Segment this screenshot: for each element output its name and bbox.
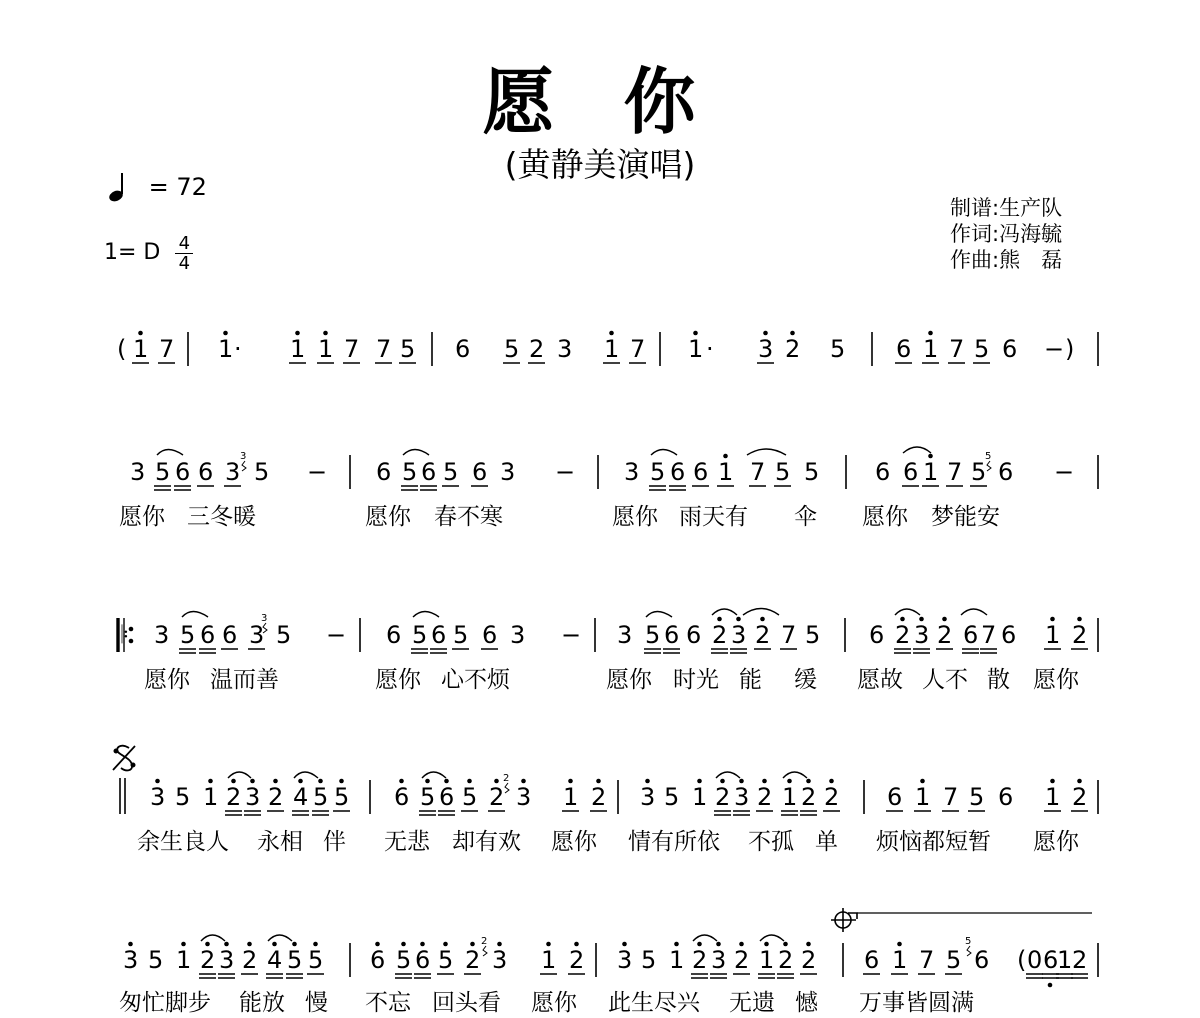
octave-dot [313,942,318,947]
note: 1 [718,458,734,486]
note: 1 [290,335,306,363]
note: 5 [334,783,350,811]
note: 2 [895,621,911,649]
note: 6 [370,946,386,974]
note: 3 [492,946,508,974]
lyric: 人不 [922,667,968,693]
octave-dot [339,779,344,784]
score-line-chorus-1 [117,617,1088,693]
octave-dot [401,942,406,947]
note: 3 [557,335,573,363]
note: 2 [937,621,953,649]
note: 1 [176,946,192,974]
octave-dot [273,779,278,784]
note: 6 [1001,621,1017,649]
note: 6 [693,458,709,486]
lyric: 愿你 [862,504,908,530]
lyric: 情有所依 [628,829,720,855]
note: − [307,458,328,486]
lyric: 缓 [794,667,817,693]
note: 1 [688,335,704,363]
octave-dot [1048,983,1053,988]
lyric: 愿你 [612,504,658,530]
note: 6 [455,335,471,363]
note: 1 [759,946,775,974]
note: 5 [969,783,985,811]
octave-dot [399,779,404,784]
note: 1 [669,946,685,974]
note: 7 [981,621,997,649]
note: 2 [1072,783,1088,811]
barlines [120,332,1098,977]
note: 𝄆 [117,621,129,649]
note: 1 [923,335,939,363]
time-numerator: 4 [178,233,191,254]
lyric: 慢 [305,990,328,1016]
octave-dot [467,779,472,784]
note: 5 [254,458,270,486]
note: 5 [645,621,661,649]
note: 3 [225,458,241,486]
lyric: 匆忙脚步 [119,990,211,1016]
lyric: 愿你 [531,990,577,1016]
octave-dot [247,942,252,947]
octave-dot [494,779,499,784]
note: 1 [1045,783,1061,811]
note: 3 [249,621,265,649]
note: 6 [200,621,216,649]
note: 6 [482,621,498,649]
note: 6 [869,621,885,649]
octave-dot [1050,779,1055,784]
note: · [234,335,242,363]
octave-dot [181,942,186,947]
octave-dot [155,779,160,784]
note: 5 [462,783,478,811]
performer-subtitle: (黄静美演唱) [504,145,696,184]
note: 6 [1043,946,1059,974]
note: 5 [396,946,412,974]
note: 3 [640,783,656,811]
note: 2 [226,783,242,811]
octave-dot [760,617,765,622]
octave-dot [425,779,430,784]
octave-dot [928,331,933,336]
octave-dot [762,779,767,784]
note: 5 [946,946,962,974]
note: 1 [541,946,557,974]
note: 2 [692,946,708,974]
note: 7 [781,621,797,649]
music-credit-label: 作曲: [950,248,1000,272]
note: 6 [963,621,979,649]
lyric: 心不烦 [441,667,510,693]
lyric: 愿你 [1033,829,1079,855]
note: 5 [287,946,303,974]
octave-dot [444,779,449,784]
octave-dot [674,942,679,947]
octave-dot [622,942,627,947]
octave-dot [897,942,902,947]
octave-dot [574,942,579,947]
lyric: 单 [815,829,838,855]
octave-dot [763,331,768,336]
note: 2 [268,783,284,811]
note: 3 [510,621,526,649]
lyric: 伴 [323,829,346,855]
note: 5 [650,458,666,486]
octave-dot [420,942,425,947]
svg-text:3: 3 [261,613,268,624]
note: 2 [489,783,505,811]
lyric: 却有欢 [452,829,521,855]
note: 5 [804,458,820,486]
note: 2 [734,946,750,974]
note: 5 [443,458,459,486]
note: 1 [1045,621,1061,649]
octave-dot [928,454,933,459]
note: 1 [923,458,939,486]
note: 6 [198,458,214,486]
lyric: 愿你 [551,829,597,855]
note: 2 [1072,621,1088,649]
note: 3 [219,946,235,974]
note: 2 [465,946,481,974]
note: 2 [801,946,817,974]
octave-dot [138,331,143,336]
note: 1 [133,335,149,363]
note: ( [117,335,127,363]
note: 5 [438,946,454,974]
octave-dot [224,942,229,947]
lyric: 能 [739,667,762,693]
octave-dot [443,942,448,947]
octave-dot [470,942,475,947]
octave-dot [497,942,502,947]
segno-icon [113,746,135,771]
note: 6 [664,621,680,649]
note: 7 [750,458,766,486]
octave-dot [739,942,744,947]
octave-dot [919,617,924,622]
octave-dot [231,779,236,784]
octave-dot [609,331,614,336]
note: 5 [775,458,791,486]
octave-dot [295,331,300,336]
octave-dot [1077,617,1082,622]
key-text: 1= D [104,240,161,265]
lyric: 余生良人 [137,829,229,855]
note: 5 [805,621,821,649]
note: 6 [175,458,191,486]
note: 3 [130,458,146,486]
note: 6 [431,621,447,649]
octave-dot [272,942,277,947]
octave-dot [920,779,925,784]
note: 3 [758,335,774,363]
lyric: 烦恼都短暂 [876,829,991,855]
note: 1 [892,946,908,974]
note: 6 [222,621,238,649]
lyric: 时光 [673,667,719,693]
note: 5 [276,621,292,649]
note: 5 [971,458,987,486]
note: 3 [245,783,261,811]
note: 6 [386,621,402,649]
lyric: 愿你 [119,504,165,530]
note: 5 [830,335,846,363]
lyric: 能放 [239,990,285,1016]
note: 7 [159,335,175,363]
note: 6 [998,458,1014,486]
note: 2 [755,621,771,649]
note: 6 [974,946,990,974]
octave-dot [764,942,769,947]
note: · [706,335,714,363]
octave-dot [697,942,702,947]
lyric: 此生尽兴 [608,990,700,1016]
note: 2 [785,335,801,363]
note: 3 [734,783,750,811]
lyric: 愿你 [606,667,652,693]
note: 5 [664,783,680,811]
note: 5 [974,335,990,363]
note: ) [1065,335,1075,363]
note: 6 [472,458,488,486]
octave-dot [546,942,551,947]
note: 1 [563,783,579,811]
octave-dot [697,779,702,784]
note: 6 [394,783,410,811]
note: 5 [148,946,164,974]
note: 6 [887,783,903,811]
note: 3 [150,783,166,811]
note: 3 [731,621,747,649]
note: 5 [313,783,329,811]
note: 6 [376,458,392,486]
note: 6 [1002,335,1018,363]
octave-dot [717,617,722,622]
svg-text:2: 2 [481,936,488,947]
octave-dot [375,942,380,947]
octave-dot [568,779,573,784]
score-line-intro [117,331,1074,363]
note: − [1054,458,1075,486]
note: 1 [1057,946,1073,974]
note: 3 [914,621,930,649]
lyric: 万事皆圆满 [859,990,974,1016]
note: 1 [604,335,620,363]
lyrics-credit-value: 冯海毓 [999,222,1063,246]
octave-dot [128,942,133,947]
note: 2 [529,335,545,363]
lyric: 愿你 [1033,667,1079,693]
tempo-value: = 72 [148,173,207,201]
score-line-verse-1 [119,454,1074,530]
octave-dot [787,779,792,784]
octave-dot [205,942,210,947]
song-title: 愿 你 [482,60,718,144]
octave-dot [783,942,788,947]
octave-dot [739,779,744,784]
octave-dot [1077,779,1082,784]
score-line-chorus-3 [119,942,1088,1016]
note: 5 [400,335,416,363]
note: − [1044,335,1065,363]
note: 5 [180,621,196,649]
octave-dot [790,331,795,336]
lyric: 无遗 [729,990,775,1016]
lyric: 愿你 [375,667,421,693]
lyric: 永相 [257,829,303,855]
note: 5 [402,458,418,486]
octave-dot [806,779,811,784]
note: 1 [318,335,334,363]
note: 6 [439,783,455,811]
score-line-chorus-2 [137,779,1088,855]
note: 5 [175,783,191,811]
music-credit-value: 熊 磊 [999,248,1063,272]
note: 3 [617,946,633,974]
note: 1 [692,783,708,811]
lyric: 不孤 [748,829,794,855]
octave-dot [250,779,255,784]
octave-dot [900,617,905,622]
note: 2 [712,621,728,649]
note: 7 [919,946,935,974]
octave-dot [318,779,323,784]
note: 2 [757,783,773,811]
lyric: 愿你 [365,504,411,530]
octave-dot [292,942,297,947]
octave-dot [720,779,725,784]
lyric: 愿你 [144,667,190,693]
lyrics-credit-label: 作词: [950,222,1000,246]
note: 2 [715,783,731,811]
octave-dot [693,331,698,336]
note: 4 [267,946,283,974]
note: − [326,621,347,649]
note: 1 [782,783,798,811]
note: 7 [376,335,392,363]
lyric: 春不寒 [434,504,503,530]
note: 2 [1072,946,1088,974]
octave-dot [596,779,601,784]
octave-dot [829,779,834,784]
note: 2 [200,946,216,974]
note: 1 [218,335,234,363]
svg-text:5: 5 [985,451,992,462]
notation-credit-label: 制谱: [950,196,1000,220]
octave-dot [1050,617,1055,622]
note: 2 [778,946,794,974]
note: 3 [711,946,727,974]
note: 3 [123,946,139,974]
coda-icon [831,908,1092,932]
note: 5 [504,335,520,363]
lyric: 憾 [795,990,818,1016]
note: 7 [947,458,963,486]
note: 6 [864,946,880,974]
note: 2 [801,783,817,811]
lyric: 愿故 [857,667,903,693]
note: − [561,621,582,649]
note: 1 [915,783,931,811]
svg-text:3: 3 [240,451,247,462]
note: 7 [344,335,360,363]
note: 6 [686,621,702,649]
octave-dot [723,454,728,459]
octave-dot [521,779,526,784]
note: 4 [293,783,309,811]
note: 6 [896,335,912,363]
octave-dot [223,331,228,336]
time-denominator: 4 [175,253,193,273]
lyric: 三冬暖 [187,504,256,530]
note: 3 [617,621,633,649]
lyric: 雨天有 [679,504,748,530]
note: 7 [943,783,959,811]
note: 6 [903,458,919,486]
note: − [555,458,576,486]
lyric: 温而善 [210,667,279,693]
note: 5 [412,621,428,649]
note: 2 [824,783,840,811]
note: 3 [500,458,516,486]
note: 6 [998,783,1014,811]
svg-text:2: 2 [503,773,510,784]
note: 0 [1027,946,1043,974]
note: 3 [154,621,170,649]
note: 2 [242,946,258,974]
note: 5 [308,946,324,974]
note: 5 [453,621,469,649]
lyric: 梦能安 [931,504,1000,530]
note: ( [1017,946,1027,974]
svg-text:5: 5 [965,936,972,947]
lyric: 无悲 [384,829,430,855]
octave-dot [208,779,213,784]
note: 2 [591,783,607,811]
lyric: 伞 [794,504,817,530]
octave-dot [806,942,811,947]
note: 5 [420,783,436,811]
octave-dot [716,942,721,947]
lyric: 散 [987,667,1010,693]
note: 6 [421,458,437,486]
note: 7 [630,335,646,363]
note: 2 [569,946,585,974]
note: 3 [624,458,640,486]
note: 6 [415,946,431,974]
octave-dot [298,779,303,784]
note: 3 [516,783,532,811]
octave-dot [323,331,328,336]
note: 6 [875,458,891,486]
octave-dot [736,617,741,622]
note: 7 [949,335,965,363]
octave-dot [645,779,650,784]
octave-dot [942,617,947,622]
note: 6 [670,458,686,486]
notation-credit-value: 生产队 [999,196,1063,220]
lyric: 回头看 [432,990,501,1016]
note: 1 [203,783,219,811]
note: 5 [155,458,171,486]
lyric: 不忘 [365,990,411,1016]
note: 5 [641,946,657,974]
